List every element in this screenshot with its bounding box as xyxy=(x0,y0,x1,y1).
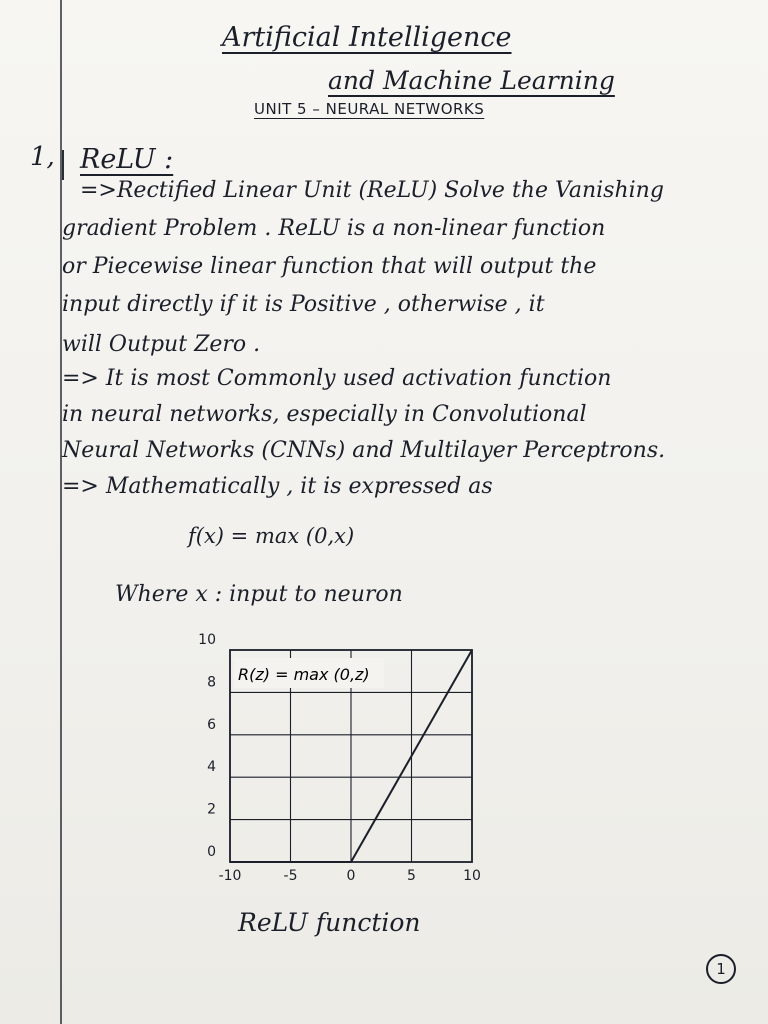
body-line: input directly if it is Positive , otherwise , it xyxy=(62,292,545,317)
section-heading: ReLU : xyxy=(80,144,174,175)
y-tick-label: 10 xyxy=(198,632,216,648)
page-title-line1: Artificial Intelligence xyxy=(222,22,512,53)
x-tick-label: 10 xyxy=(463,868,481,884)
body-line: gradient Problem . ReLU is a non-linear function xyxy=(62,216,606,241)
x-tick-label: -10 xyxy=(218,868,242,884)
y-tick-label: 4 xyxy=(207,759,216,776)
body-line: in neural networks, especially in Convolutional xyxy=(62,402,587,427)
relu-formula: f(x) = max (0,x) xyxy=(188,524,355,548)
chart-caption: ReLU function xyxy=(238,908,421,937)
page-number: 1 xyxy=(706,954,736,984)
x-tick-label: -5 xyxy=(283,868,298,884)
unit-heading: UNIT 5 – NEURAL NETWORKS xyxy=(254,100,485,118)
y-tick-label: 6 xyxy=(207,716,216,733)
y-tick-label: 8 xyxy=(207,674,216,691)
section-bracket xyxy=(62,150,72,180)
y-tick-label: 2 xyxy=(207,801,216,818)
where-note: Where x : input to neuron xyxy=(115,582,403,607)
body-line: => Mathematically , it is expressed as xyxy=(62,474,493,499)
relu-chart xyxy=(190,630,510,892)
x-tick-label: 0 xyxy=(346,868,356,884)
y-tick-label: 0 xyxy=(207,844,216,860)
page-title-line2: and Machine Learning xyxy=(328,66,615,95)
section-number: 1, xyxy=(30,142,55,172)
body-line: Neural Networks (CNNs) and Multilayer Perceptrons. xyxy=(62,438,666,463)
body-line: or Piecewise linear function that will output the xyxy=(62,254,597,279)
x-tick-label: 5 xyxy=(407,868,416,884)
chart-annotation: R(z) = max (0,z) xyxy=(238,665,370,684)
body-line: => It is most Commonly used activation function xyxy=(62,366,612,391)
body-line: =>Rectified Linear Unit (ReLU) Solve the Vanishing xyxy=(80,178,664,203)
body-line: will Output Zero . xyxy=(62,332,261,357)
